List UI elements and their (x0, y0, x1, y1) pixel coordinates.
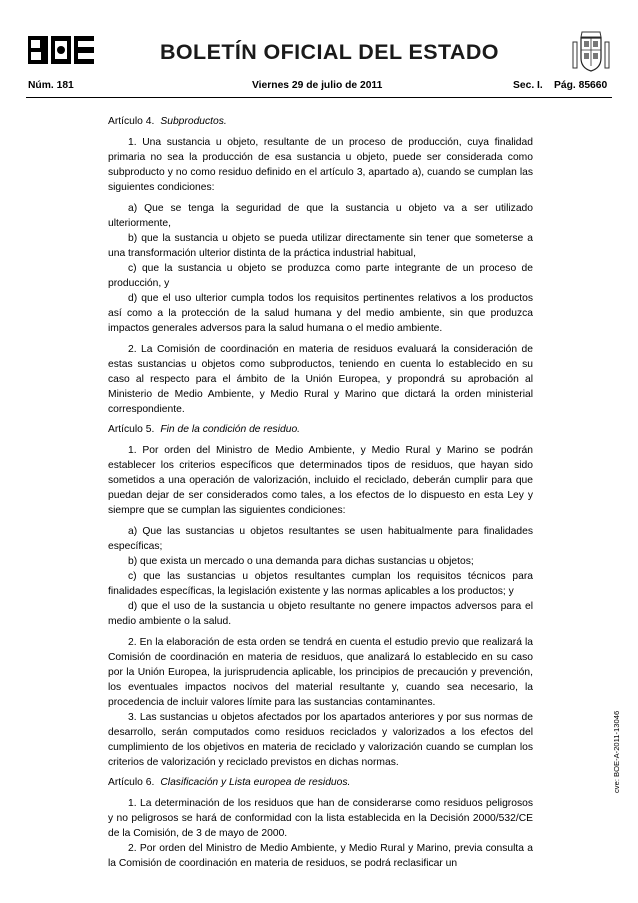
issue-date: Viernes 29 de julio de 2011 (252, 80, 383, 91)
paragraph: d) que el uso ulterior cumpla todos los requisitos pertinentes relativos a los productos así como a la protección de la salud humana y del medio ambiente, sin que produzca impactos generales adversos para la salud humana o el medio ambiente. (108, 293, 533, 334)
paragraph: c) que las sustancias u objetos resultantes cumplan los requisitos técnicos para finalidades específicas, la legislación existente y las normas aplicables a los productos; y (108, 571, 533, 597)
cve-code: cve: BOE-A-2011-13046 (612, 710, 621, 793)
paragraph: d) que el uso de la sustancia u objeto resultante no genere impactos adversos para el medio ambiente o la salud. (108, 601, 533, 627)
paragraph: c) que la sustancia u objeto se produzca como parte integrante de un proceso de producción, y (108, 263, 533, 289)
paragraph: 1. La determinación de los residuos que han de considerarse como residuos peligrosos y no peligrosos se hará de conformidad con la lista establecida en la Decisión 2000/532/CE de la Comisión, de 3 de mayo de 2000. (108, 798, 533, 839)
boe-logo (28, 36, 96, 64)
article-heading: Artículo 6. Clasificación y Lista europea de residuos. (108, 777, 351, 788)
article-heading: Artículo 5. Fin de la condición de residuo. (108, 424, 301, 435)
paragraph: a) Que se tenga la seguridad de que la sustancia u objeto va a ser utilizado ulteriormente, (108, 203, 533, 229)
article-heading: Artículo 4. Subproductos. (108, 116, 227, 127)
issue-number: Núm. 181 (28, 80, 74, 91)
paragraph: b) que exista un mercado o una demanda para dichas sustancias u objetos; (128, 556, 474, 567)
paragraph: b) que la sustancia u objeto se pueda utilizar directamente sin tener que someterse a una transformación ulterior distinta de la práctica industrial habitual, (108, 233, 533, 259)
paragraph: 2. La Comisión de coordinación en materia de residuos evaluará la consideración de estas sustancias u objetos como subproductos, teniendo en cuenta lo establecido en su caso al respecto para el ámbito de la Unión Europea, y propondrá su aprobación al Ministerio de Medio Ambiente, y Medio Rural y Marino que dictará la orden ministerial correspondiente. (108, 344, 533, 415)
section-label: Sec. I. (513, 80, 543, 91)
coat-of-arms-icon (572, 28, 610, 74)
paragraph: 1. Una sustancia u objeto, resultante de un proceso de producción, cuya finalidad primaria no sea la producción de esa sustancia u objeto, puede ser considerada como subproducto y no como residuo definido en el artículo 3, apartado a), cuando se cumplan las siguientes condiciones: (108, 137, 533, 193)
paragraph: 2. Por orden del Ministro de Medio Ambiente, y Medio Rural y Marino, previa consulta a la Comisión de coordinación en materia de residuos, se podrá reclasificar un (108, 843, 533, 869)
page-header (0, 0, 638, 100)
page-title: BOLETÍN OFICIAL DEL ESTADO (160, 40, 499, 64)
paragraph: 1. Por orden del Ministro de Medio Ambiente, y Medio Rural y Marino se podrán establecer los criterios específicos que determinados tipos de residuos, que hayan sido sometidos a una operación de valorización, incluido el reciclado, deberán cumplir para que puedan dejar de ser considerados como tales, a los efectos de lo dispuesto en esta Ley y siempre que se cumplan las siguientes condiciones: (108, 445, 533, 516)
paragraph: 3. Las sustancias u objetos afectados por los apartados anteriores y por sus normas de desarrollo, serán computados como residuos reciclados y valorizados a los efectos del cumplimiento de los objetivos en materia de reciclado y valorización cuando se cumplan los criterios de valorización y reciclado previstos en dichas normas. (108, 712, 533, 768)
document-body (108, 114, 533, 871)
page-number: Pág. 85660 (554, 80, 608, 91)
paragraph: 2. En la elaboración de esta orden se tendrá en cuenta el estudio previo que realizará la Comisión de coordinación en materia de residuos, que analizará lo establecido en su caso por la Unión Europea, la jurisprudencia aplicable, los principios de precaución y prevención, los eventuales impactos nocivos del material resultante y, cuando sea necesario, la procedencia de incluir valores límite para las sustancias contaminantes. (108, 637, 533, 708)
header-divider (26, 97, 612, 98)
paragraph: a) Que las sustancias u objetos resultantes se usen habitualmente para finalidades específicas; (108, 526, 533, 552)
